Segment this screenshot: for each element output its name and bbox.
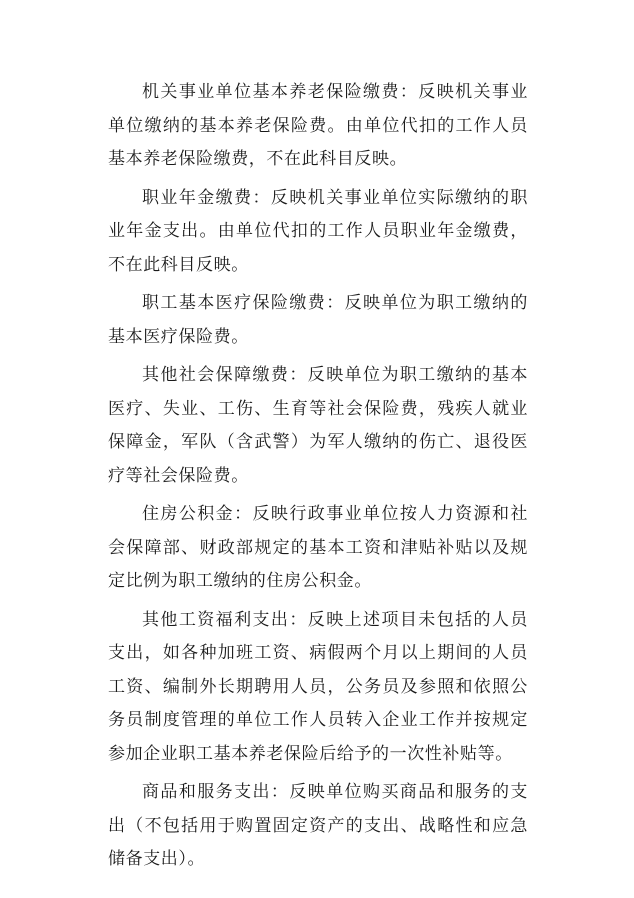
paragraph-housing-fund: 住房公积金：反映行政事业单位按人力资源和社会保障部、财政部规定的基本工资和津贴补贴以及规定比例为职工缴纳的住房公积金。	[108, 504, 528, 591]
document-body	[108, 76, 528, 882]
paragraph-pension-insurance: 机关事业单位基本养老保险缴费：反映机关事业单位缴纳的基本养老保险费。由单位代扣的工作人员基本养老保险缴费，不在此科目反映。	[108, 82, 528, 169]
paragraph-goods-services: 商品和服务支出：反映单位购买商品和服务的支出（不包括用于购置固定资产的支出、战略性和应急储备支出）。	[108, 782, 528, 869]
paragraph-other-welfare: 其他工资福利支出：反映上述项目未包括的人员支出，如各种加班工资、病假两个月以上期间的人员工资、编制外长期聘用人员，公务员及参照和依照公务员制度管理的单位工作人员转入企业工作并按规定参加企业职工基本养老保险后给予的一次性补贴等。	[108, 609, 528, 764]
paragraph-occupational-annuity: 职业年金缴费：反映机关事业单位实际缴纳的职业年金支出。由单位代扣的工作人员职业年金缴费，不在此科目反映。	[108, 187, 528, 275]
paragraph-medical-insurance: 职工基本医疗保险缴费：反映单位为职工缴纳的基本医疗保险费。	[108, 293, 528, 347]
paragraph-other-social-security: 其他社会保障缴费：反映单位为职工缴纳的基本医疗、失业、工伤、生育等社会保险费，残疾人就业保障金，军队（含武警）为军人缴纳的伤亡、退役医疗等社会保险费。	[108, 365, 528, 486]
